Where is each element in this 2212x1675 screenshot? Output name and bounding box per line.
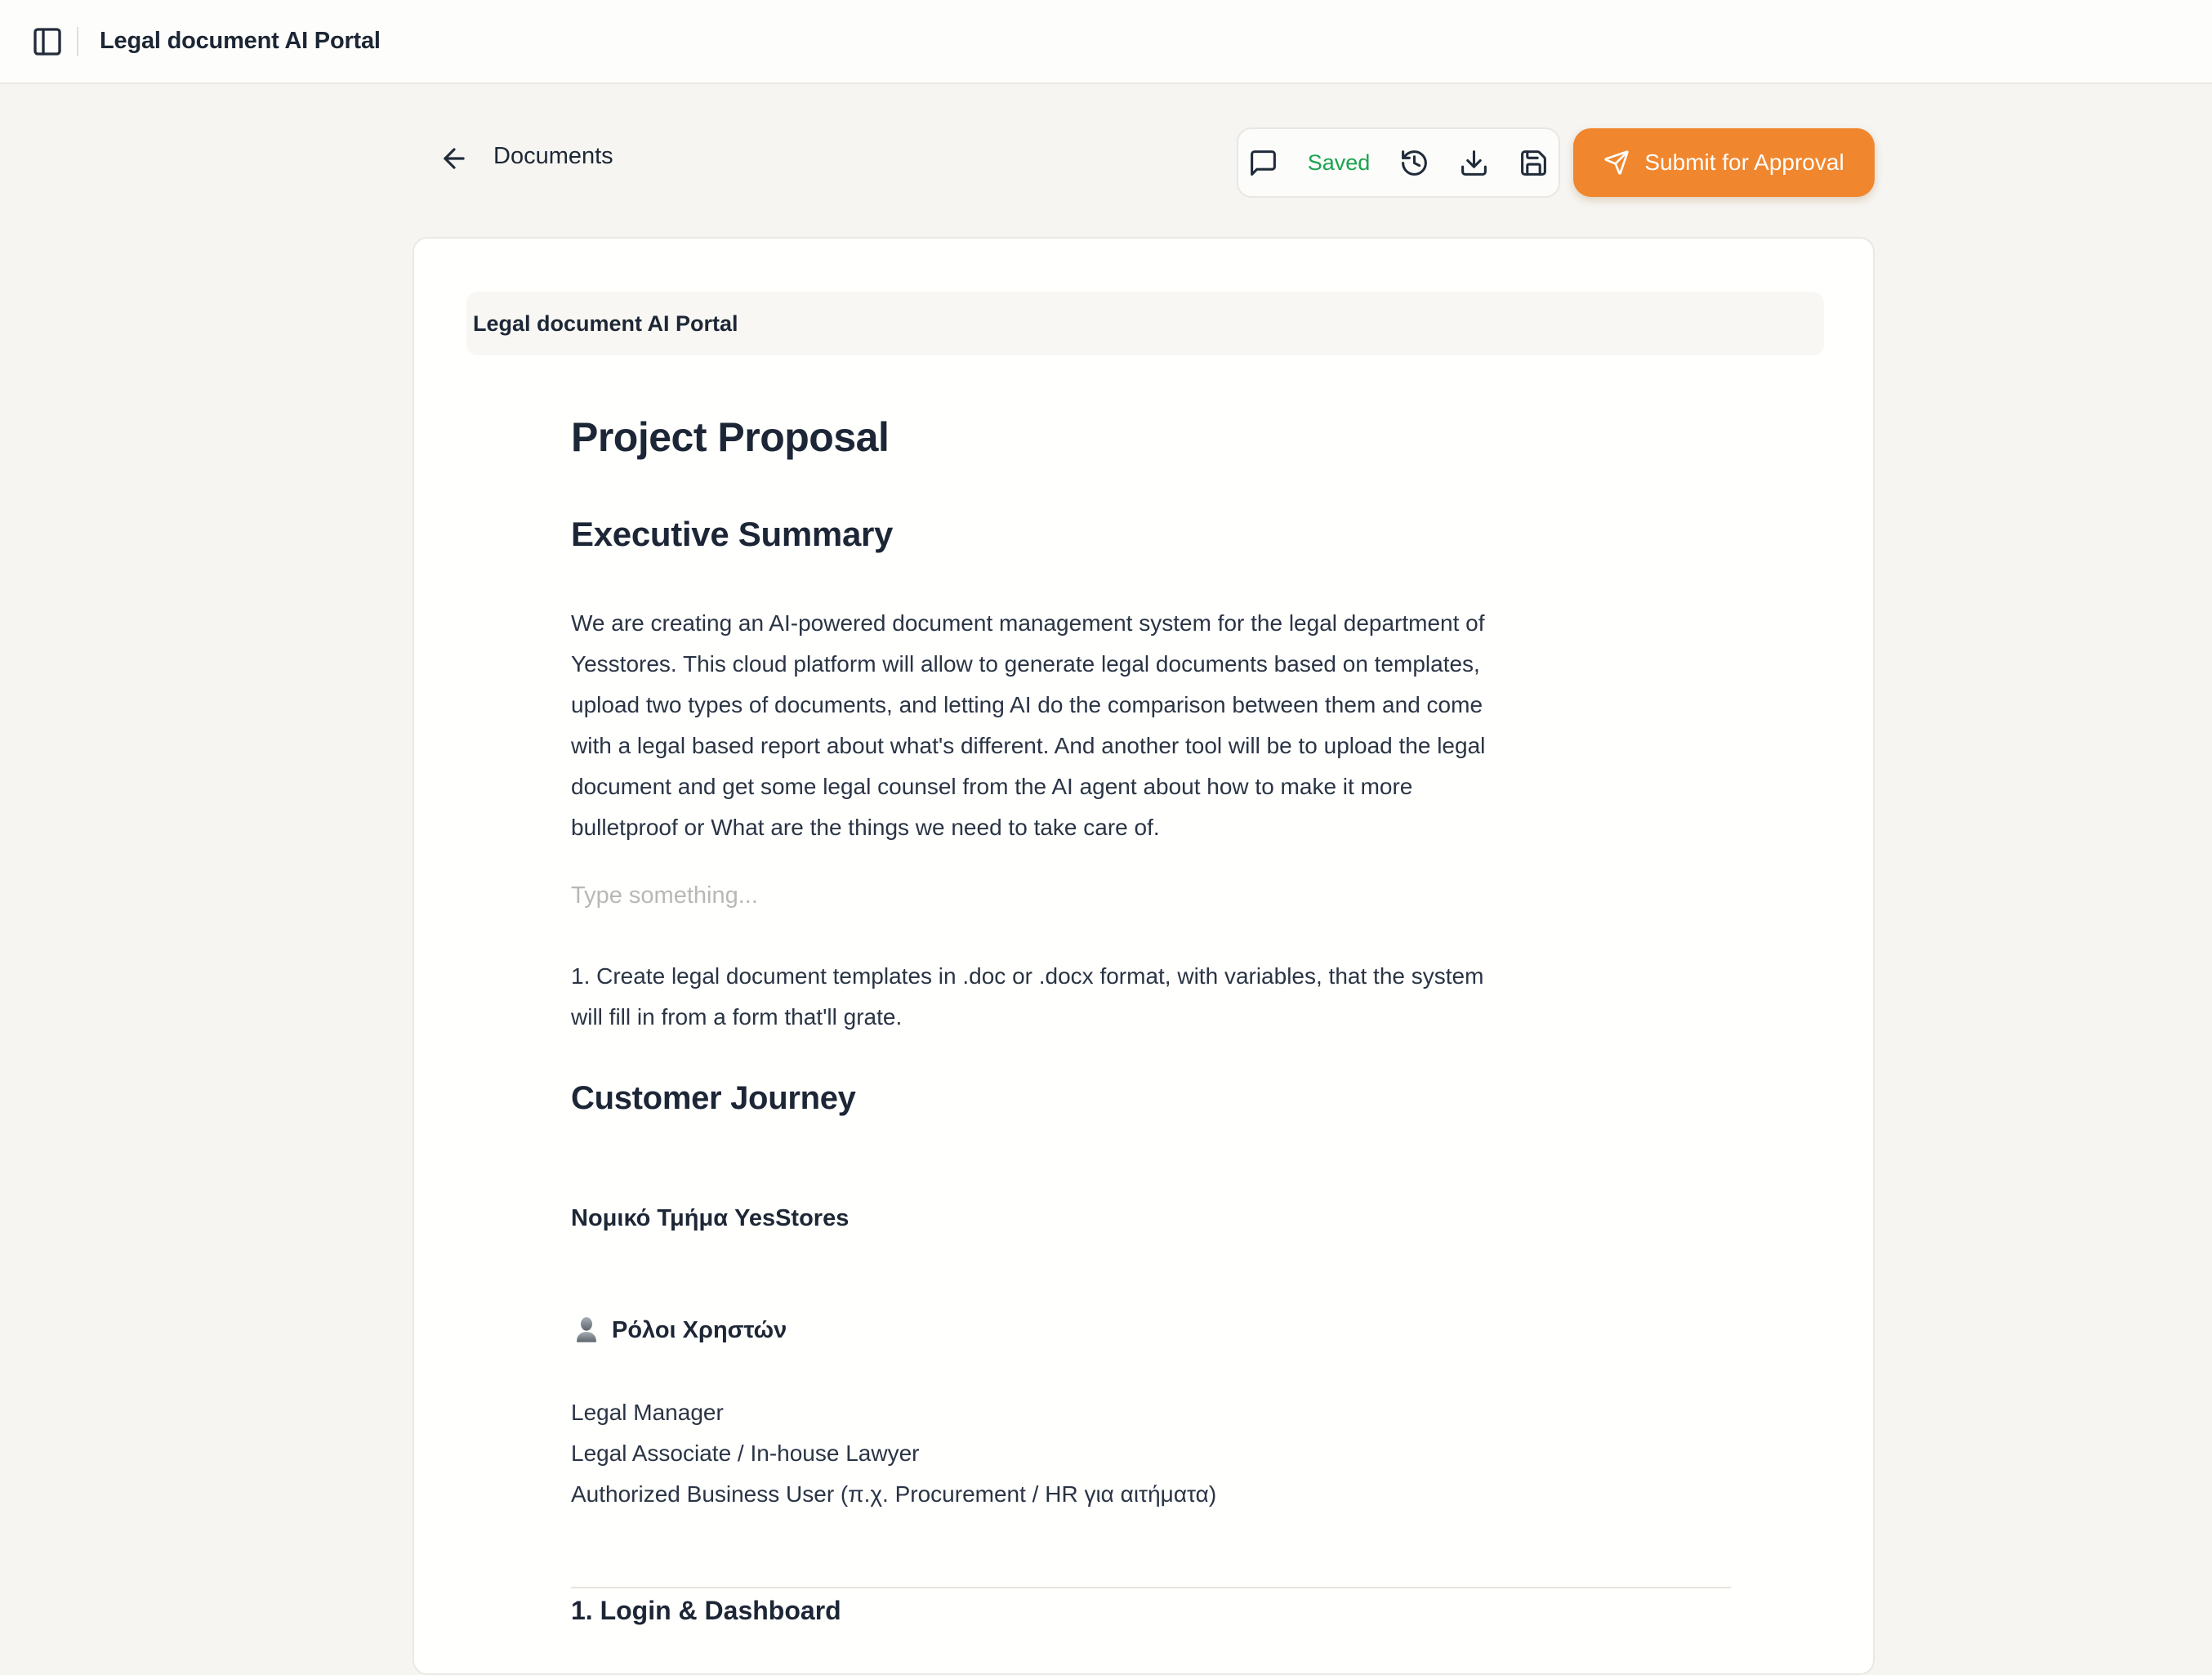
document-header-row: [0, 123, 2212, 201]
submit-button-label: Submit for Approval: [1644, 150, 1844, 175]
send-icon: [1603, 150, 1630, 176]
message-square-icon: [1248, 148, 1278, 178]
paragraph-line: document and get some legal counsel from the AI agent about how to make it more: [571, 774, 1413, 799]
paragraph-line: We are creating an AI-powered document management system for the legal department of: [571, 610, 1485, 636]
executive-summary-paragraph: [571, 603, 1719, 848]
comments-button[interactable]: [1248, 148, 1278, 178]
customer-journey-heading: Customer Journey: [571, 1080, 856, 1116]
history-button[interactable]: [1399, 148, 1429, 178]
paragraph-line: bulletproof or What are the things we need to take care of.: [571, 815, 1160, 840]
roles-list: [571, 1392, 1719, 1515]
document-card: [413, 237, 1875, 1675]
save-icon: [1519, 148, 1549, 178]
history-icon: [1399, 148, 1429, 178]
department-heading: Νομικό Τμήμα YesStores: [571, 1205, 850, 1231]
numbered-item-paragraph: [571, 956, 1719, 1038]
role-item: Legal Associate / In-house Lawyer: [571, 1440, 920, 1466]
editor-placeholder[interactable]: Type something...: [571, 882, 758, 909]
user-roles-heading: [571, 1311, 787, 1350]
download-icon: [1459, 148, 1489, 178]
section-divider: [571, 1587, 1731, 1588]
back-button[interactable]: [436, 141, 472, 176]
paragraph-line: 1. Create legal document templates in .doc or .docx format, with variables, that the system: [571, 963, 1484, 989]
paragraph-line: upload two types of documents, and letting AI do the comparison between them and come: [571, 692, 1483, 717]
document-toolbar: [1237, 127, 1560, 198]
paragraph-line: Yesstores. This cloud platform will allow to generate legal documents based on templates,: [571, 651, 1480, 677]
download-button[interactable]: [1459, 148, 1489, 178]
role-item: Legal Manager: [571, 1400, 724, 1425]
paragraph-line: will fill in from a form that'll grate.: [571, 1004, 903, 1030]
save-button[interactable]: [1519, 148, 1549, 178]
user-roles-heading-label: Ρόλοι Χρηστών: [612, 1316, 787, 1343]
breadcrumb-documents[interactable]: Documents: [493, 143, 613, 169]
topbar-divider: [77, 27, 78, 56]
app-title: Legal document AI Portal: [100, 28, 381, 54]
paragraph-line: with a legal based report about what's different. And another tool will be to upload the legal: [571, 733, 1486, 758]
saved-status: Saved: [1307, 150, 1371, 175]
portal-header-label: Legal document AI Portal: [473, 310, 738, 336]
document-title: Project Proposal: [571, 414, 890, 460]
panel-left-icon: [31, 25, 64, 58]
user-silhouette-icon: [571, 1315, 602, 1346]
arrow-left-icon: [439, 143, 470, 174]
document-portal-header: [466, 292, 1824, 355]
submit-for-approval-button[interactable]: [1573, 128, 1875, 197]
top-bar: [0, 0, 2212, 84]
login-dashboard-heading: 1. Login & Dashboard: [571, 1596, 841, 1625]
role-item: Authorized Business User (π.χ. Procurement / HR για αιτήματα): [571, 1481, 1217, 1507]
executive-summary-heading: Executive Summary: [571, 515, 894, 553]
sidebar-toggle-button[interactable]: [29, 24, 65, 60]
